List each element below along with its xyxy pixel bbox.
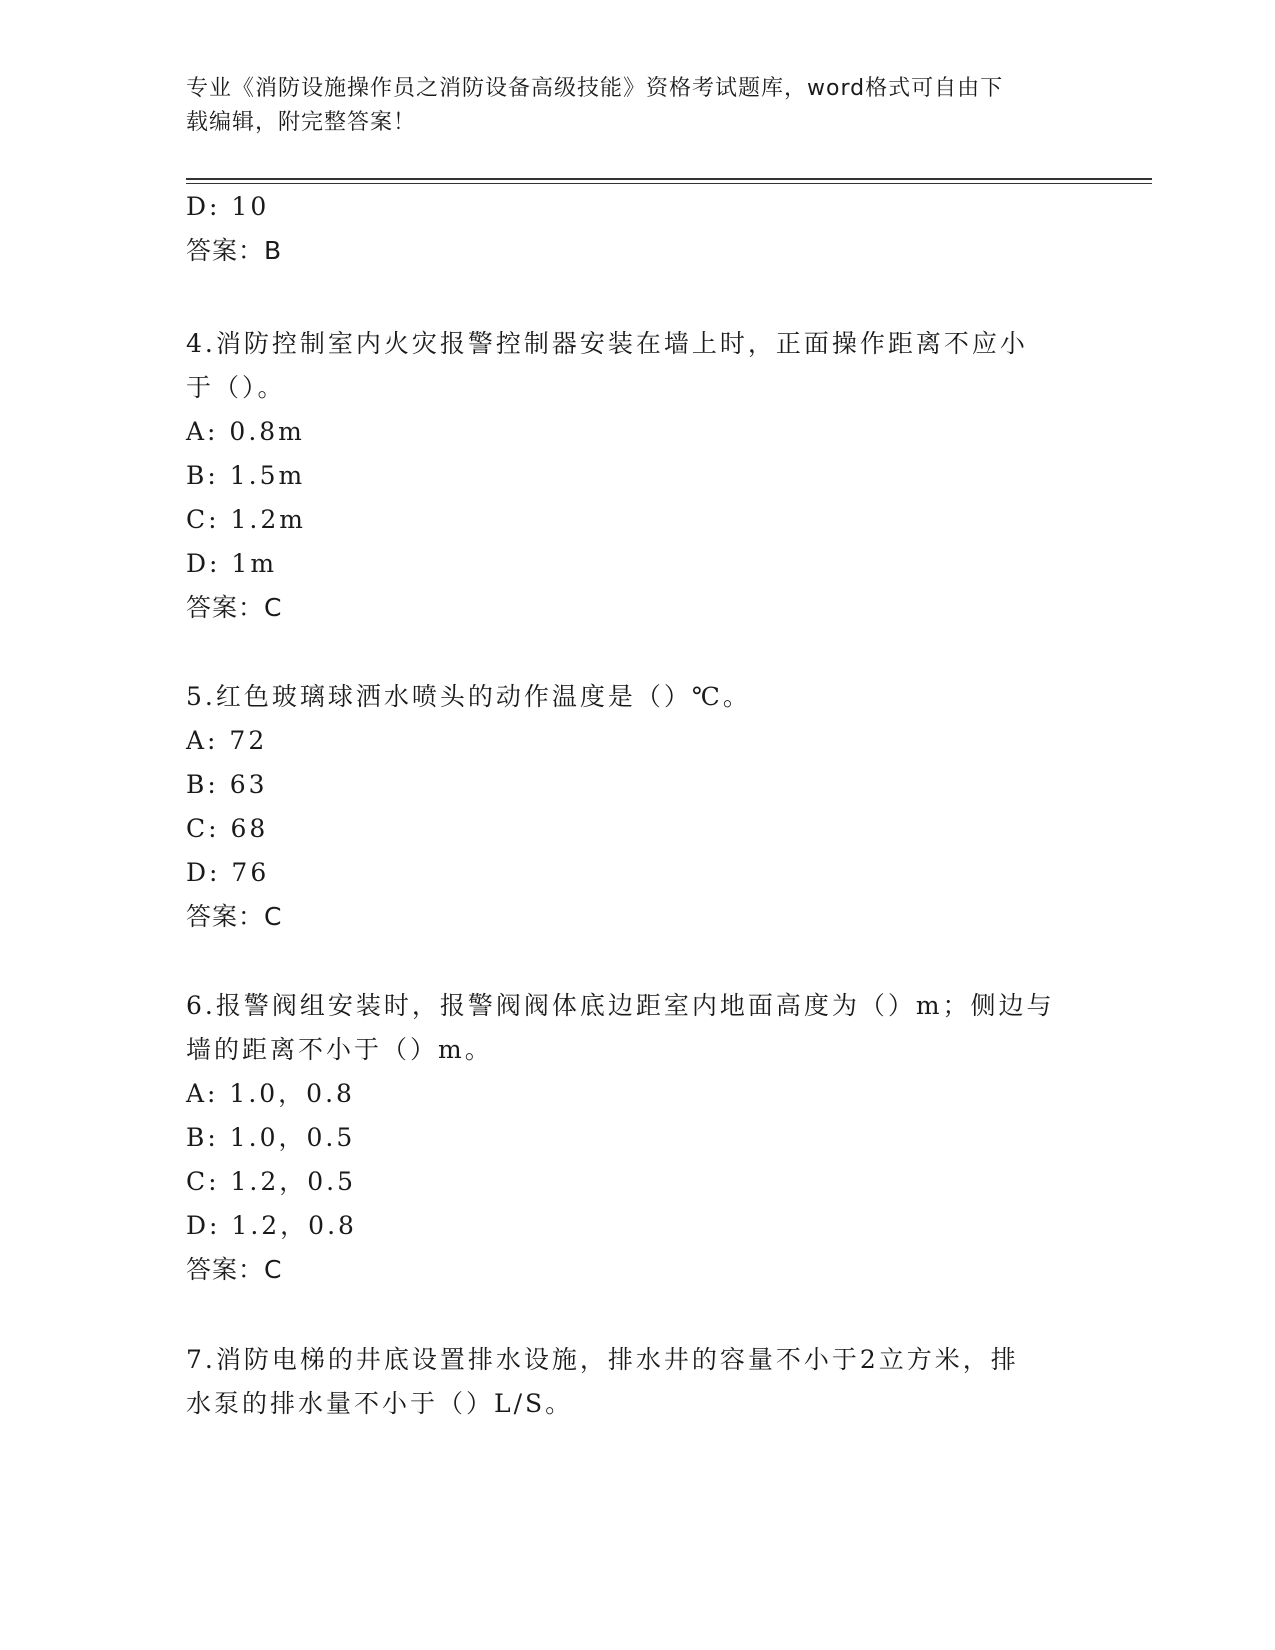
q6-stem-line-2: 墙的距离不小于（）m。 <box>186 1035 493 1064</box>
header-line-1: 专业《消防设施操作员之消防设备高级技能》资格考试题库，word格式可自由下 <box>186 76 1004 101</box>
q5-option-b: B: 63 <box>186 770 268 799</box>
q4-stem-line-2: 于（）。 <box>186 373 286 402</box>
q6-option-a: A: 1.0，0.8 <box>186 1079 355 1108</box>
q7-stem-line-2: 水泵的排水量不小于（）L/S。 <box>186 1389 574 1418</box>
q4-option-c: C: 1.2m <box>186 505 306 534</box>
q5-stem-line-1: 5.红色玻璃球洒水喷头的动作温度是（）℃。 <box>186 682 751 711</box>
q4-option-a: A: 0.8m <box>186 417 305 446</box>
q7-stem-line-1: 7.消防电梯的井底设置排水设施，排水井的容量不小于2立方米，排 <box>186 1345 1019 1374</box>
q6-option-d: D: 1.2，0.8 <box>186 1211 357 1240</box>
q4-stem-line-1: 4.消防控制室内火灾报警控制器安装在墙上时，正面操作距离不应小 <box>186 329 1028 358</box>
q4-option-d: D: 1m <box>186 549 278 578</box>
q5-answer: 答案：C <box>186 902 283 931</box>
prev-answer: 答案：B <box>186 236 283 265</box>
q5-option-c: C: 68 <box>186 814 269 843</box>
q6-answer: 答案：C <box>186 1255 283 1284</box>
q6-option-b: B: 1.0，0.5 <box>186 1123 356 1152</box>
q5-option-a: A: 72 <box>186 726 268 755</box>
q4-answer: 答案：C <box>186 593 283 622</box>
prev-option-d: D: 10 <box>186 192 270 221</box>
header-divider-thin <box>186 183 1152 184</box>
header-divider-thick <box>186 178 1152 180</box>
q4-option-b: B: 1.5m <box>186 461 306 490</box>
q6-option-c: C: 1.2，0.5 <box>186 1167 357 1196</box>
q6-stem-line-1: 6.报警阀组安装时，报警阀阀体底边距室内地面高度为（）m；侧边与 <box>186 991 1055 1020</box>
page-header <box>186 72 1086 140</box>
header-line-2: 载编辑，附完整答案！ <box>186 110 417 135</box>
q5-option-d: D: 76 <box>186 858 270 887</box>
